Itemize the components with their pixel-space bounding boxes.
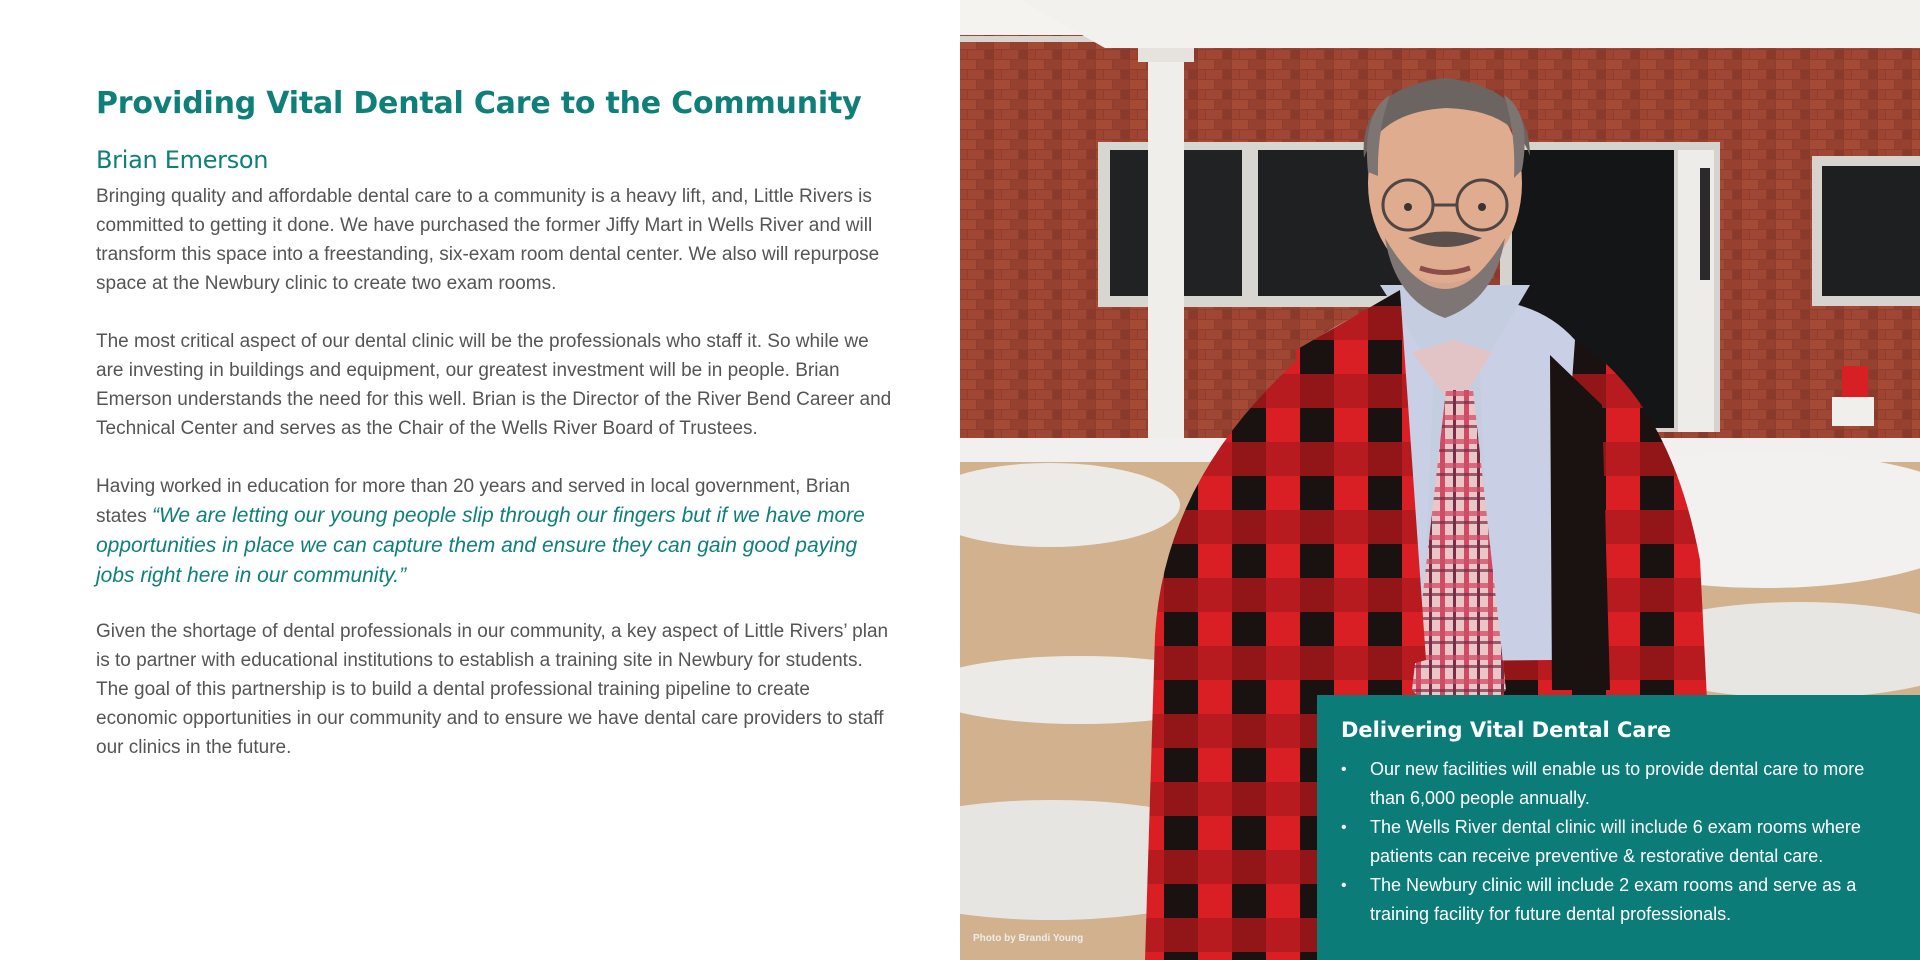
callout-item-wells-river-clinic: [1341, 813, 1900, 871]
subject-name: Brian Emerson: [96, 146, 269, 174]
callout-bullet-list: [1341, 755, 1900, 929]
callout-item-text: The Wells River dental clinic will include 6 exam rooms where patients can receive preventive & restorative dental care.: [1370, 817, 1861, 866]
page-title: Providing Vital Dental Care to the Community: [96, 86, 862, 121]
bullet-icon: •: [1341, 819, 1347, 836]
brian-quote: “We are letting our young people slip through our fingers but if we have more opportunities in place we can capture them and ensure they can gain good paying jobs right here in our community.”: [96, 504, 865, 587]
callout-panel: [1317, 695, 1920, 960]
callout-item-text: Our new facilities will enable us to provide dental care to more than 6,000 people annually.: [1370, 759, 1865, 808]
quote-intro: Having worked in education for more than 20 years and served in local government, Brian states: [96, 476, 851, 527]
paragraph-training-partnership: Given the shortage of dental professionals in our community, a key aspect of Little Rivers’ plan is to partner with educational institutions to establish a training site in Newbury for students. The goal of this partnership is to build a dental professional training pipeline to create economic opportunities in our community and to ensure we have dental care providers to staff our clinics in the future.: [96, 621, 889, 758]
paragraph-brian-quote: [96, 472, 896, 591]
callout-item-text: The Newbury clinic will include 2 exam rooms and serve as a training facility for future dental professionals.: [1370, 875, 1857, 924]
bullet-icon: •: [1341, 761, 1347, 778]
callout-title: Delivering Vital Dental Care: [1341, 718, 1672, 742]
callout-item-newbury-clinic: [1341, 871, 1900, 929]
callout-item-annual-care: [1341, 755, 1900, 813]
photo-credit: Photo by Brandi Young: [973, 933, 1084, 944]
bullet-icon: •: [1341, 877, 1347, 894]
paragraph-dental-center-plan: Bringing quality and affordable dental care to a community is a heavy lift, and, Little Rivers is committed to getting it done. We have purchased the former Jiffy Mart in Wells River and will transform this space into a freestanding, six-exam room dental center. We also will repurpose space at the Newbury clinic to create two exam rooms.: [96, 186, 880, 294]
paragraph-staffing: The most critical aspect of our dental clinic will be the professionals who staff it. So while we are investing in buildings and equipment, our greatest investment will be in people. Brian Emerson understands the need for this well. Brian is the Director of the River Bend Career and Technical Center and serves as the Chair of the Wells River Board of Trustees.: [96, 331, 892, 439]
